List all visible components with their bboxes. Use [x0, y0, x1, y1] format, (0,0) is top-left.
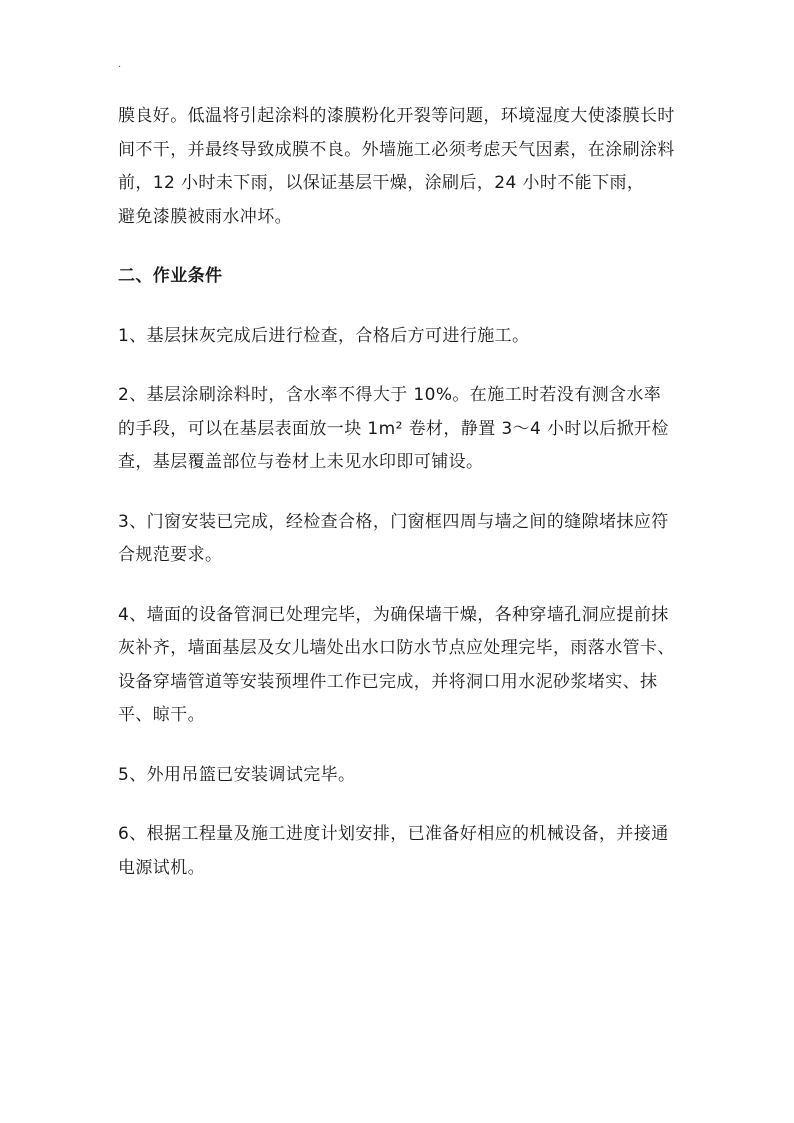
list-item-1: 1、基层抹灰完成后进行检查，合格后方可进行施工。	[118, 325, 530, 346]
list-item-4: 4、墙面的设备管洞已处理完毕，为确保墙干燥，各种穿墙孔洞应提前抹灰补齐，墙面基层及女儿墙处出水口防水节点应处理完毕，雨落水管卡、设备穿墙管道等安装预埋件工作已完成，并将洞口用水泥砂浆堵实、抹平、晾干。	[118, 604, 675, 725]
intro-paragraph	[118, 100, 678, 234]
section-heading: 二、作业条件	[118, 266, 223, 286]
list-item-3: 3、门窗安装已完成，经检查合格，门窗框四周与墙之间的缝隙堵抹应符合规范要求。	[118, 511, 669, 565]
list-item-6: 6、根据工程量及施工进度计划安排，已准备好相应的机械设备，并接通电源试机。	[118, 824, 669, 878]
document-body	[118, 100, 678, 885]
intro-text-after: 避免漆膜被雨水冲坏。	[118, 206, 292, 227]
intro-text-before: 膜良好。低温将引起涂料的漆膜粉化开裂等问题，环境湿度大使漆膜长时间不干，并最终导致成膜不良。外墙施工必须考虑天气因素，在涂刷涂料前，12 小时未下雨，以保证基层干燥，涂刷后，24 小时不能下雨，	[118, 106, 675, 193]
list-item-5: 5、外用吊篮已安装调试完毕。	[118, 764, 356, 785]
page-marker: ·	[118, 62, 122, 73]
list-item-2: 2、基层涂刷涂料时，含水率不得大于 10%。在施工时若没有测含水率的手段，可以在基层表面放一块 1m² 卷材，静置 3～4 小时以后掀开检查，基层覆盖部位与卷材上未见水印即可铺设。	[118, 385, 669, 472]
